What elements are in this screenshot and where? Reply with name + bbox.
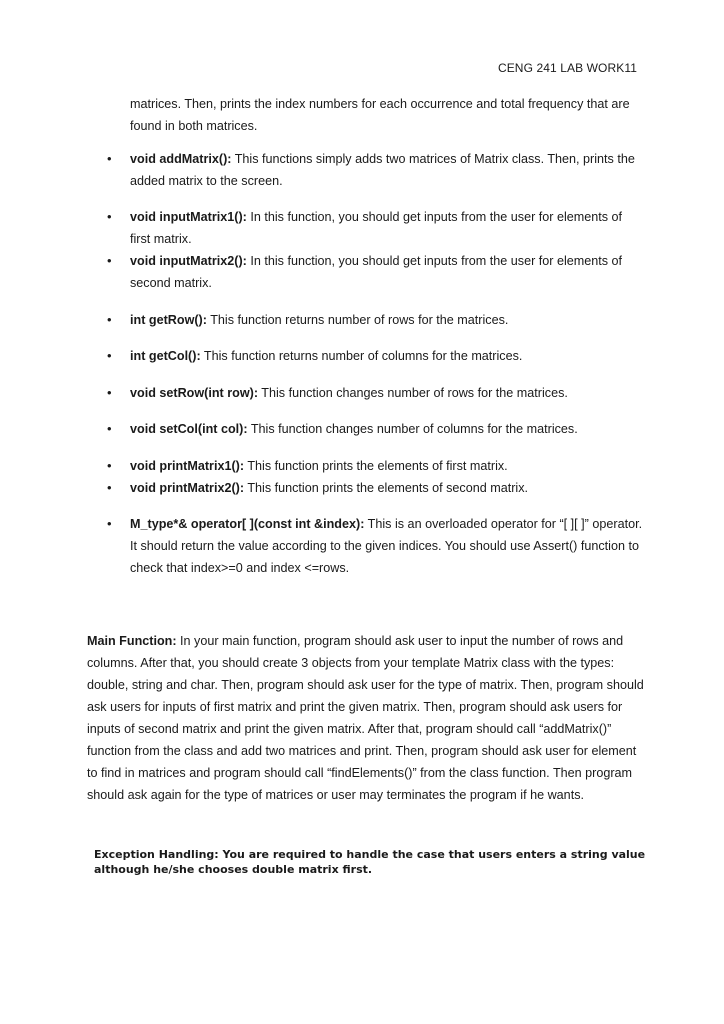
method-description: This function prints the elements of first matrix. bbox=[244, 459, 508, 473]
list-item bbox=[130, 418, 644, 440]
page-header: CENG 241 LAB WORK11 bbox=[497, 61, 637, 75]
method-signature: void printMatrix2(): bbox=[130, 481, 245, 495]
method-signature: void inputMatrix2(): bbox=[130, 254, 247, 268]
method-signature: void printMatrix1(): bbox=[130, 459, 245, 473]
method-signature: int getCol(): bbox=[130, 349, 201, 363]
method-description: This is an overloaded operator for “[ ][ ]” operator. It should return the value according to the given indices. You should use Assert() function to check that index>=0 and index <=rows. bbox=[130, 517, 643, 575]
method-signature: void setRow(int row): bbox=[130, 386, 259, 400]
method-description: This function changes number of rows for the matrices. bbox=[258, 386, 568, 400]
method-signature: void inputMatrix1(): bbox=[130, 210, 247, 224]
list-item bbox=[130, 455, 644, 477]
method-description: This function prints the elements of second matrix. bbox=[244, 481, 529, 495]
main-function-label: Main Function: bbox=[87, 634, 177, 648]
main-function-text: In your main function, program should ask user to input the number of rows and columns. After that, you should create 3 objects from your template Matrix class with the types: double, string and char. Then, program should ask user for the type of matrix. Then, program should ask users for inputs of first matrix and print the given matrix. Then, program should ask users for inputs of second matrix and print the given matrix. After that, program should call “addMatrix()” function from the class and add two matrices and print. Then, program should ask user for element to find in matrices and program should call “findElements()” from the class function. Then program should ask again for the type of matrices or user may terminates the program if he wants. bbox=[87, 634, 644, 802]
method-signature: void setCol(int col): bbox=[130, 422, 248, 436]
list-item bbox=[130, 206, 644, 250]
method-signature: void addMatrix(): bbox=[130, 152, 232, 166]
list-item bbox=[130, 148, 644, 192]
method-description: This functions simply adds two matrices of Matrix class. Then, prints the added matrix to the screen. bbox=[130, 152, 635, 188]
main-function-paragraph bbox=[87, 630, 647, 806]
method-description: In this function, you should get inputs from the user for elements of first matrix. bbox=[130, 210, 623, 246]
method-description: This function returns number of rows for the matrices. bbox=[206, 313, 509, 327]
method-signature: int getRow(): bbox=[130, 313, 207, 327]
exception-handling-note: Exception Handling: You are required to handle the case that users enters a string value although he/she chooses double matrix first. bbox=[94, 848, 646, 876]
method-description: This function returns number of columns for the matrices. bbox=[200, 349, 523, 363]
method-description: In this function, you should get inputs from the user for elements of second matrix. bbox=[130, 254, 623, 290]
list-item bbox=[130, 513, 644, 579]
method-description: This function changes number of columns for the matrices. bbox=[247, 422, 578, 436]
list-item bbox=[130, 250, 644, 294]
list-item bbox=[130, 382, 644, 404]
list-item bbox=[130, 477, 644, 499]
list-item bbox=[130, 309, 644, 331]
list-item bbox=[130, 345, 644, 367]
method-signature: M_type*& operator[ ](const int &index): bbox=[130, 517, 365, 531]
continuation-text: matrices. Then, prints the index numbers for each occurrence and total frequency that are found in both matrices. bbox=[130, 97, 630, 133]
